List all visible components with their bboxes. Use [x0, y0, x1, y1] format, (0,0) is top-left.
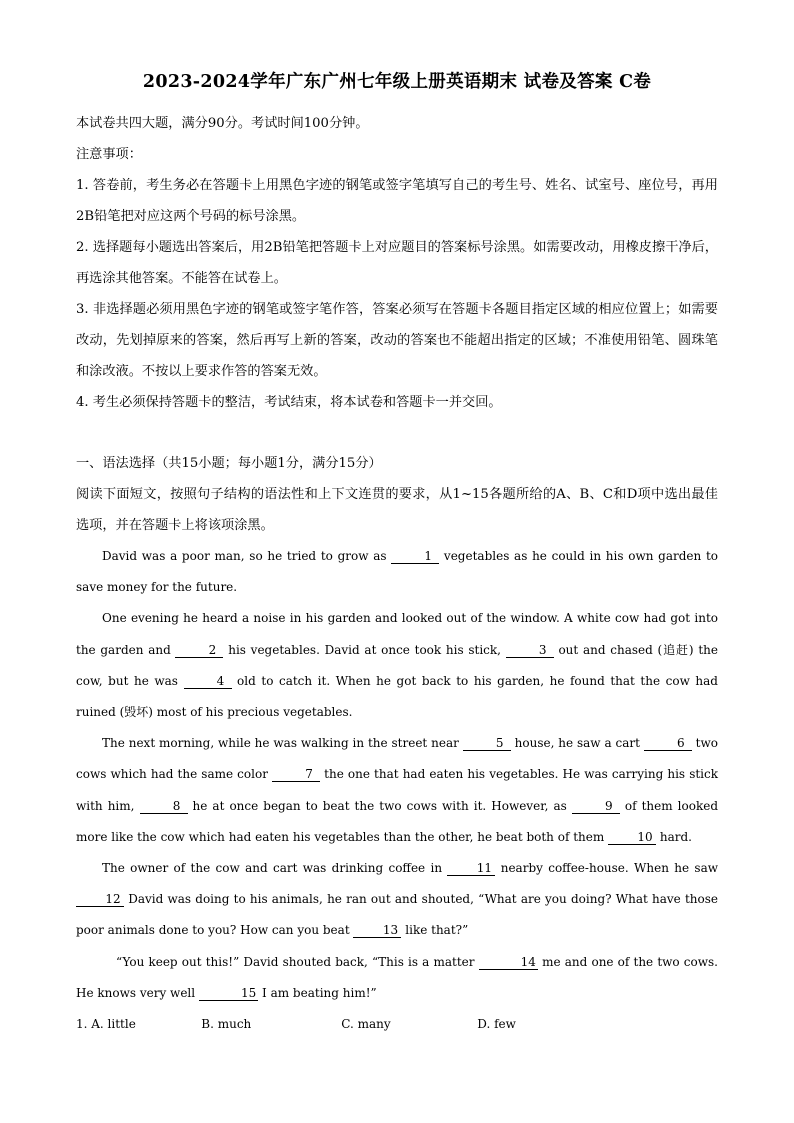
passage-text: The owner of the cow and cart was drinking coffee in: [102, 861, 448, 876]
answer-blank-9: 9: [572, 799, 620, 814]
answer-blank-5: 5: [463, 736, 511, 751]
notice-item-4: 4. 考生必须保持答题卡的整洁，考试结束，将本试卷和答题卡一并交回。: [76, 395, 502, 410]
passage-paragraph-3: [76, 728, 718, 853]
answer-blank-8: 8: [140, 799, 188, 814]
passage-text: two cows which had the same color: [76, 736, 718, 782]
answer-blank-4: 4: [184, 674, 232, 689]
passage-text: vegetables as he could in his own garden to save money for the future.: [76, 549, 718, 595]
passage-paragraph-1: [76, 541, 718, 603]
passage-text: old to catch it. When he got back to his garden, he found that the cow had ruined (毁坏) most of his precious vegetables.: [76, 673, 718, 720]
passage-text: hard.: [656, 829, 692, 844]
passage-paragraph-4: [76, 853, 718, 947]
passage-text: The next morning, while he was walking in the street near: [102, 736, 463, 751]
passage-text: the one that had eaten his vegetables. He was carrying his stick with him,: [76, 767, 719, 813]
passage-text: like that?”: [401, 923, 469, 938]
section-instruction: 阅读下面短文，按照句子结构的语法性和上下文连贯的要求，从1~15各题所给的A、B、C和D项中选出最佳选项，并在答题卡上将该项涂黑。: [76, 487, 718, 533]
passage-text: nearby coffee-house. When he saw: [495, 861, 719, 876]
option-a: A. little: [91, 1017, 136, 1032]
section-heading: 一、语法选择（共15小题；每小题1分，满分15分）: [76, 456, 382, 471]
answer-blank-15: 15: [199, 986, 258, 1001]
answer-blank-3: 3: [506, 643, 554, 658]
answer-blank-13: 13: [353, 923, 401, 938]
passage-text: I am beating him!”: [258, 985, 377, 1000]
passage-text: his vegetables. David at once took his stick,: [223, 642, 506, 657]
passage-text: “You keep out this!” David shouted back, “This is a matter: [116, 954, 479, 969]
answer-blank-7: 7: [272, 767, 320, 782]
option-b: B. much: [201, 1017, 252, 1032]
answer-blank-1: 1: [391, 549, 439, 564]
section-spacer: [76, 418, 718, 448]
passage-text: David was a poor man, so he tried to grow as: [102, 549, 392, 563]
passage-paragraph-5: [76, 947, 718, 1009]
exam-page: [76, 68, 718, 1039]
passage-paragraph-2: [76, 603, 718, 728]
notice-heading: 注意事项：: [76, 147, 142, 162]
passage-text: me and one of the two cows. He knows very well: [76, 954, 718, 1000]
answer-blank-14: 14: [479, 955, 538, 970]
option-d: D. few: [477, 1017, 516, 1032]
answer-blank-6: 6: [644, 736, 692, 751]
passage-text: house, he saw a cart: [510, 736, 644, 751]
notice-item-1: 1. 答卷前，考生务必在答题卡上用黑色字迹的钢笔或签字笔填写自己的考生号、姓名、试室号、座位号，再用2B铅笔把对应这两个号码的标号涂黑。: [76, 178, 718, 224]
answer-blank-10: 10: [608, 830, 656, 845]
question-number: 1.: [76, 1017, 92, 1032]
notice-item-3: 3. 非选择题必须用黑色字迹的钢笔或签字笔作答，答案必须写在答题卡各题目指定区域的相应位置上；如需要改动，先划掉原来的答案，然后再写上新的答案，改动的答案也不能超出指定的区域；不准使用铅笔、圆珠笔和涂改液。不按以上要求作答的答案无效。: [76, 302, 718, 379]
passage-text: of them looked more like the cow which had eaten his vegetables than the other, he beat both of them: [76, 798, 718, 844]
option-c: C. many: [341, 1017, 391, 1032]
passage-text: out and chased (追赶) the cow, but he was: [76, 642, 718, 688]
answer-blank-2: 2: [175, 643, 223, 658]
page-title: 2023-2024学年广东广州七年级上册英语期末 试卷及答案 C卷: [142, 72, 652, 92]
notice-item-2: 2. 选择题每小题选出答案后，用2B铅笔把答题卡上对应题目的答案标号涂黑。如需要改动，用橡皮擦干净后，再选涂其他答案。不能答在试卷上。: [76, 240, 718, 286]
exam-intro: 本试卷共四大题，满分90分。考试时间100分钟。: [76, 116, 369, 131]
passage-text: he at once began to beat the two cows with it. However, as: [187, 798, 572, 813]
answer-blank-11: 11: [447, 861, 495, 876]
question-1-options: [76, 1009, 718, 1039]
passage-text: David was doing to his animals, he ran out and shouted, “What are you doing? What have those poor animals done to you? How can you beat: [76, 892, 718, 938]
passage-text: One evening he heard a noise in his garden and looked out of the window. A white cow had got into the garden and: [76, 611, 718, 657]
answer-blank-12: 12: [76, 892, 124, 907]
